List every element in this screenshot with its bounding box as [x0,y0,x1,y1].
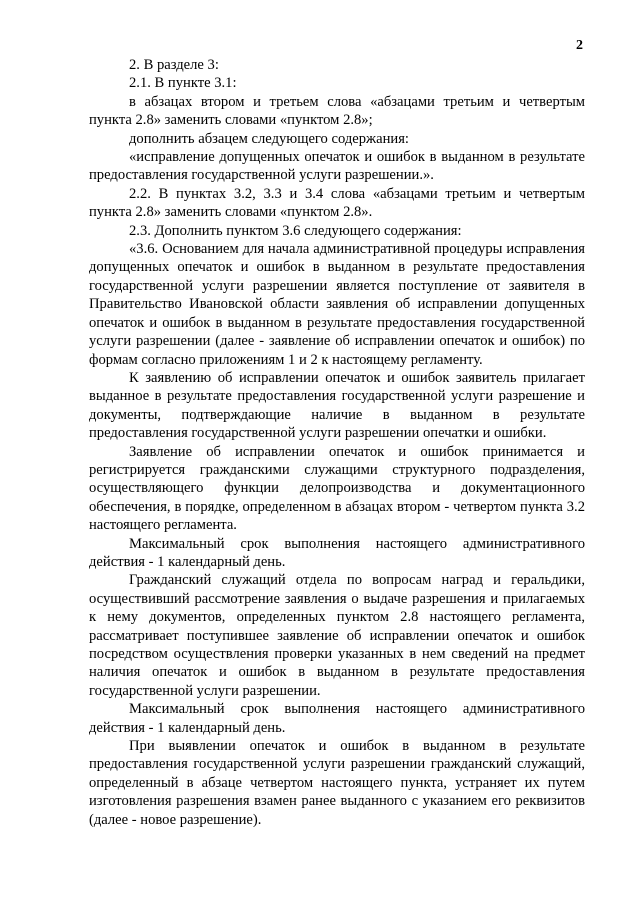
paragraph: Гражданский служащий отдела по вопросам наград и геральдики, осуществивший рассмотрение заявления о выдаче разрешения и прилагаемых к нему документов, определенных пунктом 2.8 настоящего регламента, рассматривает поступившее заявление об исправлении опечаток и ошибок посредством осуществления проверки указанных в нем сведений на предмет наличия опечаток и ошибок в выданном в результате предоставления государственной услуги разрешении. [89,572,585,699]
paragraph: Максимальный срок выполнения настоящего административного действия - 1 календарный день. [89,701,585,736]
paragraph: Заявление об исправлении опечаток и ошибок принимается и регистрируется гражданскими служащими структурного подразделения, осуществляющего функции делопроизводства и документационного обеспечения, в порядке, определенном в абзацах втором - четвертом пункта 3.2 настоящего регламента. [89,443,585,534]
item-3-2-heading: 2.2. В пунктах 3.2, 3.3 и 3.4 слова «абзацами третьим и четвертым пункта 2.8» заменить словами «пунктом 2.8». [89,185,585,221]
paragraph: К заявлению об исправлении опечаток и ошибок заявитель прилагает выданное в результате предоставления государственной услуги разрешение и документы, подтверждающие наличие в выданном в результате предоставления государственной услуги разрешении опечатки и ошибки. [89,369,585,442]
item-3-1-heading: 2.1. В пункте 3.1: [129,75,237,92]
paragraph: «3.6. Основанием для начала административной процедуры исправления допущенных опечаток и ошибок в выданном в результате предоставления государственной услуги разрешении является поступление от заявителя в Правительство Ивановской области заявления об исправлении допущенных опечаток и ошибок в выданном в результате предоставления государственной услуги разрешении (далее - заявление об исправлении опечаток и ошибок) по формам согласно приложениям 1 и 2 к настоящему регламенту. [89,241,585,368]
paragraph: Максимальный срок выполнения настоящего административного действия - 1 календарный день. [89,535,585,570]
page-number: 2 [576,38,583,53]
paragraph: в абзацах втором и третьем слова «абзацами третьим и четвертым пункта 2.8» заменить словами «пунктом 2.8»; [89,93,585,129]
section-3-heading: 2. В разделе 3: [129,57,219,73]
paragraph: При выявлении опечаток и ошибок в выданном в результате предоставления государственной услуги разрешении гражданский служащий, определенный в абзаце четвертом настоящего пункта, устраняет их путем изготовления разрешения взамен ранее выданного с указанием его реквизитов (далее - новое разрешение). [89,738,585,828]
item-3-3-heading: 2.3. Дополнить пунктом 3.6 следующего содержания: [129,222,462,239]
paragraph: дополнить абзацем следующего содержания: [129,130,409,147]
paragraph: «исправление допущенных опечаток и ошибок в выданном в результате предоставления государственной услуги разрешении.». [89,149,585,184]
document-body [89,56,585,829]
